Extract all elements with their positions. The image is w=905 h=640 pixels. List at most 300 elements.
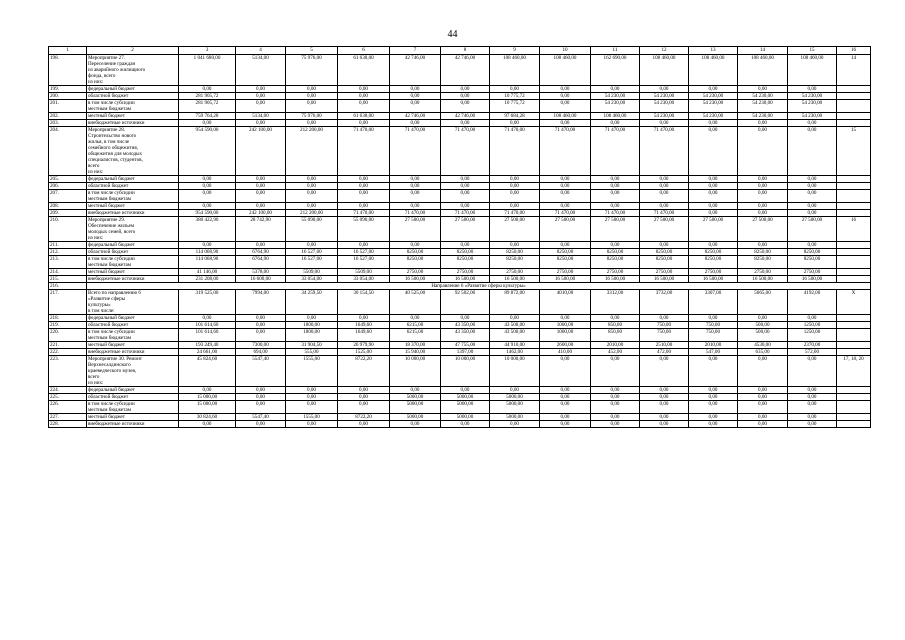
- target-indicator-ref: [837, 120, 871, 127]
- amount-cell: 0,00: [689, 127, 738, 176]
- table-row: [49, 120, 871, 127]
- amount-cell: 8250,00: [738, 249, 788, 256]
- target-indicator-ref: [837, 86, 871, 93]
- amount-cell: 42 746,00: [441, 113, 490, 120]
- amount-cell: 242 100,00: [236, 210, 286, 217]
- amount-cell: 0,00: [738, 176, 788, 183]
- row-name: федеральный бюджет: [87, 242, 179, 249]
- amount-cell: 0,00: [738, 210, 788, 217]
- amount-cell: 89 872,00: [490, 290, 540, 315]
- amount-cell: 0,00: [286, 394, 338, 401]
- amount-cell: 1462,00: [490, 349, 540, 356]
- amount-cell: 0,00: [591, 356, 640, 387]
- amount-cell: 0,00: [338, 183, 390, 190]
- amount-cell: 0,00: [441, 176, 490, 183]
- amount-cell: 16 500,00: [788, 276, 837, 283]
- amount-cell: 0,00: [591, 183, 640, 190]
- amount-cell: 30 824,60: [179, 414, 236, 421]
- amount-cell: 54 230,00: [738, 100, 788, 113]
- amount-cell: 0,00: [591, 242, 640, 249]
- target-indicator-ref: [837, 183, 871, 190]
- amount-cell: 0,00: [738, 421, 788, 428]
- amount-cell: 0,00: [689, 190, 738, 203]
- amount-cell: 8250,00: [390, 256, 441, 269]
- amount-cell: 54 230,00: [591, 100, 640, 113]
- column-header: 5: [286, 47, 338, 55]
- amount-cell: 0,00: [689, 210, 738, 217]
- amount-cell: 750,00: [640, 322, 689, 329]
- amount-cell: 0,00: [640, 120, 689, 127]
- row-number: 217.: [49, 290, 87, 315]
- amount-cell: 16 600,00: [236, 276, 286, 283]
- amount-cell: 759 764,28: [179, 113, 236, 120]
- amount-cell: 0,00: [286, 387, 338, 394]
- amount-cell: 0,00: [390, 100, 441, 113]
- section-heading: Направление 6 «Развитие сферы культуры»: [87, 283, 871, 290]
- row-number: 226.: [49, 401, 87, 414]
- amount-cell: 0,00: [286, 242, 338, 249]
- table-row: [49, 276, 871, 283]
- target-indicator-ref: [837, 249, 871, 256]
- amount-cell: 0,00: [640, 414, 689, 421]
- amount-cell: 193 249,40: [179, 342, 236, 349]
- amount-cell: 2370,00: [788, 342, 837, 349]
- amount-cell: 319 525,00: [179, 290, 236, 315]
- amount-cell: 71 470,00: [591, 127, 640, 176]
- amount-cell: 0,00: [591, 401, 640, 414]
- row-number: 225.: [49, 394, 87, 401]
- amount-cell: 0,00: [179, 315, 236, 322]
- amount-cell: 0,00: [738, 203, 788, 210]
- amount-cell: 0,00: [490, 190, 540, 203]
- amount-cell: 0,00: [441, 183, 490, 190]
- amount-cell: 2750,00: [640, 269, 689, 276]
- amount-cell: 0,00: [390, 120, 441, 127]
- amount-cell: 0,00: [738, 183, 788, 190]
- amount-cell: 2750,00: [490, 269, 540, 276]
- table-row: [49, 93, 871, 100]
- target-indicator-ref: 14: [837, 55, 871, 86]
- target-indicator-ref: [837, 414, 871, 421]
- table-row: [49, 356, 871, 387]
- amount-cell: 0,00: [540, 387, 591, 394]
- amount-cell: 0,00: [390, 93, 441, 100]
- amount-cell: 0,00: [788, 242, 837, 249]
- amount-cell: 0,00: [490, 183, 540, 190]
- amount-cell: 452,00: [591, 349, 640, 356]
- amount-cell: 71 470,00: [490, 210, 540, 217]
- amount-cell: 16 500,00: [738, 276, 788, 283]
- amount-cell: 0,00: [591, 203, 640, 210]
- amount-cell: 0,00: [540, 190, 591, 203]
- column-header: 9: [490, 47, 540, 55]
- amount-cell: 16 500,00: [689, 276, 738, 283]
- amount-cell: 0,00: [591, 176, 640, 183]
- target-indicator-ref: 16: [837, 217, 871, 242]
- amount-cell: 0,00: [689, 401, 738, 414]
- amount-cell: 2750,00: [689, 269, 738, 276]
- amount-cell: 0,00: [390, 86, 441, 93]
- amount-cell: 33 054,00: [338, 276, 390, 283]
- amount-cell: 0,00: [640, 183, 689, 190]
- amount-cell: 27 500,00: [738, 217, 788, 242]
- target-indicator-ref: [837, 93, 871, 100]
- amount-cell: 750,00: [689, 322, 738, 329]
- amount-cell: 0,00: [441, 100, 490, 113]
- amount-cell: 0,00: [286, 100, 338, 113]
- row-name: областной бюджет: [87, 183, 179, 190]
- amount-cell: 0,00: [540, 86, 591, 93]
- amount-cell: 0,00: [540, 120, 591, 127]
- target-indicator-ref: [837, 190, 871, 203]
- amount-cell: 0,00: [640, 86, 689, 93]
- amount-cell: 4192,00: [788, 290, 837, 315]
- amount-cell: 0,00: [236, 401, 286, 414]
- header-row: [49, 47, 871, 55]
- amount-cell: 0,00: [540, 242, 591, 249]
- amount-cell: 71 470,00: [390, 127, 441, 176]
- amount-cell: 54 230,00: [738, 93, 788, 100]
- amount-cell: 3312,00: [591, 290, 640, 315]
- amount-cell: 10 000,00: [390, 356, 441, 387]
- amount-cell: 0,00: [738, 394, 788, 401]
- amount-cell: 54 230,00: [788, 93, 837, 100]
- amount-cell: 0,00: [788, 387, 837, 394]
- amount-cell: 8250,00: [540, 256, 591, 269]
- amount-cell: 15 000,00: [179, 394, 236, 401]
- amount-cell: 27 500,00: [390, 217, 441, 242]
- row-name: федеральный бюджет: [87, 387, 179, 394]
- column-header: 15: [788, 47, 837, 55]
- target-indicator-ref: [837, 210, 871, 217]
- column-header: 14: [738, 47, 788, 55]
- amount-cell: 47 755,00: [441, 342, 490, 349]
- amount-cell: 6215,00: [390, 322, 441, 329]
- amount-cell: 0,00: [738, 356, 788, 387]
- amount-cell: 101 614,60: [179, 329, 236, 342]
- amount-cell: 5547,40: [236, 356, 286, 387]
- amount-cell: 16 500,00: [640, 276, 689, 283]
- amount-cell: 8250,00: [591, 249, 640, 256]
- row-name: областной бюджет: [87, 249, 179, 256]
- amount-cell: 0,00: [689, 356, 738, 387]
- table-row: [49, 329, 871, 342]
- amount-cell: 0,00: [236, 183, 286, 190]
- row-name: местный бюджет: [87, 342, 179, 349]
- amount-cell: 10 000,00: [441, 356, 490, 387]
- target-indicator-ref: [837, 322, 871, 329]
- amount-cell: 0,00: [236, 203, 286, 210]
- amount-cell: 0,00: [286, 315, 338, 322]
- amount-cell: 0,00: [689, 421, 738, 428]
- amount-cell: 8250,00: [490, 249, 540, 256]
- amount-cell: 114 068,90: [179, 256, 236, 269]
- target-indicator-ref: [837, 269, 871, 276]
- amount-cell: 0,00: [286, 203, 338, 210]
- amount-cell: 71 470,00: [591, 210, 640, 217]
- target-indicator-ref: 15: [837, 127, 871, 176]
- amount-cell: 0,00: [179, 120, 236, 127]
- table-row: [49, 342, 871, 349]
- amount-cell: 10 775,72: [490, 100, 540, 113]
- table-row: [49, 401, 871, 414]
- amount-cell: 6764,90: [236, 249, 286, 256]
- amount-cell: 0,00: [338, 120, 390, 127]
- amount-cell: 500,00: [738, 329, 788, 342]
- row-number: 216.: [49, 283, 87, 290]
- amount-cell: 8250,00: [640, 256, 689, 269]
- amount-cell: 2510,00: [640, 342, 689, 349]
- amount-cell: 0,00: [236, 394, 286, 401]
- row-number: 199.: [49, 86, 87, 93]
- row-name: в том числе субсидии местным бюджетам: [87, 329, 179, 342]
- amount-cell: 0,00: [540, 183, 591, 190]
- amount-cell: 27 500,00: [788, 217, 837, 242]
- amount-cell: 1000,00: [540, 329, 591, 342]
- amount-cell: 27 500,00: [640, 217, 689, 242]
- amount-cell: 0,00: [441, 120, 490, 127]
- table-row: [49, 100, 871, 113]
- column-header: 6: [338, 47, 390, 55]
- amount-cell: 0,00: [689, 176, 738, 183]
- target-indicator-ref: [837, 256, 871, 269]
- row-number: 209.: [49, 210, 87, 217]
- amount-cell: 8250,00: [689, 256, 738, 269]
- amount-cell: 54 230,00: [689, 100, 738, 113]
- amount-cell: 694,00: [236, 349, 286, 356]
- amount-cell: 850,00: [591, 322, 640, 329]
- amount-cell: 2010,00: [591, 342, 640, 349]
- amount-cell: 0,00: [591, 120, 640, 127]
- amount-cell: 0,00: [689, 86, 738, 93]
- amount-cell: 0,00: [640, 176, 689, 183]
- amount-cell: 18 370,00: [390, 342, 441, 349]
- amount-cell: 555,00: [286, 349, 338, 356]
- row-name: Мероприятие 28. Строительство нового жилья, в том числе семейного общежития, общежития для молодых специалистов, студентов, всего из них:: [87, 127, 179, 176]
- amount-cell: 5547,40: [236, 414, 286, 421]
- amount-cell: 44 910,00: [490, 342, 540, 349]
- table-row: [49, 322, 871, 329]
- amount-cell: 71 470,00: [441, 127, 490, 176]
- amount-cell: 71 470,00: [640, 210, 689, 217]
- amount-cell: 2600,00: [540, 342, 591, 349]
- amount-cell: 0,00: [689, 387, 738, 394]
- amount-cell: 0,00: [490, 315, 540, 322]
- amount-cell: 10 000,00: [490, 356, 540, 387]
- amount-cell: 8250,00: [591, 256, 640, 269]
- amount-cell: 0,00: [689, 183, 738, 190]
- table-row: [49, 176, 871, 183]
- amount-cell: 0,00: [788, 394, 837, 401]
- amount-cell: 281 905,72: [179, 93, 236, 100]
- amount-cell: 162 690,00: [591, 55, 640, 86]
- amount-cell: 15 000,00: [179, 401, 236, 414]
- amount-cell: 108 460,00: [640, 55, 689, 86]
- amount-cell: 635,00: [738, 349, 788, 356]
- amount-cell: 0,00: [738, 120, 788, 127]
- row-number: 212.: [49, 249, 87, 256]
- amount-cell: 0,00: [738, 401, 788, 414]
- amount-cell: 30 154,50: [338, 290, 390, 315]
- amount-cell: 0,00: [788, 190, 837, 203]
- amount-cell: 0,00: [179, 190, 236, 203]
- amount-cell: 34 259,50: [286, 290, 338, 315]
- amount-cell: 0,00: [338, 86, 390, 93]
- amount-cell: 108 460,00: [689, 55, 738, 86]
- amount-cell: 0,00: [788, 203, 837, 210]
- amount-cell: 0,00: [236, 322, 286, 329]
- row-number: 218.: [49, 315, 87, 322]
- amount-cell: 0,00: [640, 203, 689, 210]
- target-indicator-ref: [837, 342, 871, 349]
- row-name: внебюджетные источники: [87, 120, 179, 127]
- amount-cell: 0,00: [640, 401, 689, 414]
- amount-cell: 0,00: [640, 190, 689, 203]
- amount-cell: 0,00: [441, 387, 490, 394]
- amount-cell: 0,00: [490, 120, 540, 127]
- row-number: 222.: [49, 349, 87, 356]
- amount-cell: 0,00: [338, 93, 390, 100]
- row-name: федеральный бюджет: [87, 176, 179, 183]
- amount-cell: 108 460,00: [788, 55, 837, 86]
- amount-cell: 43 500,00: [490, 322, 540, 329]
- amount-cell: 0,00: [591, 387, 640, 394]
- row-name: внебюджетные источники: [87, 210, 179, 217]
- amount-cell: 0,00: [689, 242, 738, 249]
- amount-cell: 0,00: [640, 387, 689, 394]
- amount-cell: 0,00: [738, 86, 788, 93]
- amount-cell: 0,00: [788, 401, 837, 414]
- amount-cell: 5000,00: [441, 414, 490, 421]
- amount-cell: 0,00: [441, 421, 490, 428]
- amount-cell: 54 230,00: [640, 113, 689, 120]
- amount-cell: 27 500,00: [540, 217, 591, 242]
- target-indicator-ref: [837, 421, 871, 428]
- amount-cell: 0,00: [490, 421, 540, 428]
- amount-cell: 0,00: [441, 190, 490, 203]
- amount-cell: 380 422,90: [179, 217, 236, 242]
- amount-cell: 42 746,00: [390, 113, 441, 120]
- amount-cell: 0,00: [236, 93, 286, 100]
- amount-cell: 40 525,00: [390, 290, 441, 315]
- amount-cell: 71 470,00: [540, 127, 591, 176]
- row-name: в том числе субсидии местным бюджетам: [87, 100, 179, 113]
- amount-cell: 410,00: [540, 349, 591, 356]
- target-indicator-ref: [837, 276, 871, 283]
- amount-cell: 0,00: [390, 421, 441, 428]
- row-name: федеральный бюджет: [87, 315, 179, 322]
- amount-cell: 0,00: [338, 401, 390, 414]
- amount-cell: 0,00: [788, 315, 837, 322]
- amount-cell: 24 661,00: [179, 349, 236, 356]
- amount-cell: 4530,00: [738, 342, 788, 349]
- amount-cell: 0,00: [286, 421, 338, 428]
- row-number: 211.: [49, 242, 87, 249]
- amount-cell: 0,00: [236, 315, 286, 322]
- amount-cell: 0,00: [236, 387, 286, 394]
- amount-cell: 0,00: [441, 203, 490, 210]
- budget-table: [48, 46, 871, 428]
- row-name: в том числе субсидии местным бюджетам: [87, 256, 179, 269]
- table-row: [49, 183, 871, 190]
- amount-cell: 0,00: [286, 190, 338, 203]
- column-header: 7: [390, 47, 441, 55]
- amount-cell: 0,00: [338, 315, 390, 322]
- amount-cell: 0,00: [640, 315, 689, 322]
- row-name: местный бюджет: [87, 269, 179, 276]
- amount-cell: 42 746,00: [441, 55, 490, 86]
- row-name: внебюджетные источники: [87, 276, 179, 283]
- amount-cell: 0,00: [179, 242, 236, 249]
- amount-cell: 1649,60: [338, 322, 390, 329]
- amount-cell: 0,00: [540, 414, 591, 421]
- amount-cell: 0,00: [490, 176, 540, 183]
- amount-cell: 61 638,00: [338, 55, 390, 86]
- amount-cell: 0,00: [236, 120, 286, 127]
- amount-cell: 7994,00: [236, 290, 286, 315]
- row-name: Всего по направлению 6 «Развитие сферы культуры» в том числе:: [87, 290, 179, 315]
- amount-cell: 500,00: [738, 322, 788, 329]
- table-row: [49, 290, 871, 315]
- column-header: 13: [689, 47, 738, 55]
- amount-cell: 4010,00: [540, 290, 591, 315]
- amount-cell: 750,00: [640, 329, 689, 342]
- amount-cell: 5000,00: [441, 401, 490, 414]
- amount-cell: 0,00: [441, 93, 490, 100]
- amount-cell: 0,00: [286, 183, 338, 190]
- amount-cell: 8250,00: [738, 256, 788, 269]
- amount-cell: 1000,00: [540, 322, 591, 329]
- amount-cell: 55 090,00: [286, 217, 338, 242]
- amount-cell: 71 470,00: [338, 127, 390, 176]
- column-header: 10: [540, 47, 591, 55]
- amount-cell: 572,00: [788, 349, 837, 356]
- amount-cell: 54 230,00: [788, 113, 837, 120]
- amount-cell: 0,00: [490, 242, 540, 249]
- row-number: 224.: [49, 387, 87, 394]
- amount-cell: 0,00: [738, 387, 788, 394]
- amount-cell: 16 527,00: [338, 256, 390, 269]
- amount-cell: 0,00: [490, 86, 540, 93]
- row-number: 205.: [49, 176, 87, 183]
- amount-cell: 0,00: [179, 176, 236, 183]
- amount-cell: 6215,00: [390, 329, 441, 342]
- table-row: [49, 249, 871, 256]
- amount-cell: 108 460,00: [591, 113, 640, 120]
- amount-cell: 5000,00: [490, 401, 540, 414]
- amount-cell: 0,00: [591, 315, 640, 322]
- amount-cell: 0,00: [286, 401, 338, 414]
- amount-cell: 0,00: [738, 315, 788, 322]
- row-number: 219.: [49, 322, 87, 329]
- amount-cell: 42 746,00: [390, 55, 441, 86]
- amount-cell: 0,00: [338, 190, 390, 203]
- page-number: 44: [447, 29, 458, 40]
- target-indicator-ref: [837, 113, 871, 120]
- amount-cell: 0,00: [236, 86, 286, 93]
- amount-cell: 16 527,00: [338, 249, 390, 256]
- amount-cell: 43 350,00: [441, 329, 490, 342]
- amount-cell: 41 146,00: [179, 269, 236, 276]
- table-row: [49, 113, 871, 120]
- amount-cell: 92 502,00: [441, 290, 490, 315]
- table-row: [49, 414, 871, 421]
- amount-cell: 54 230,00: [738, 113, 788, 120]
- target-indicator-ref: [837, 329, 871, 342]
- amount-cell: 0,00: [390, 190, 441, 203]
- amount-cell: 0,00: [788, 356, 837, 387]
- amount-cell: 71 470,00: [540, 210, 591, 217]
